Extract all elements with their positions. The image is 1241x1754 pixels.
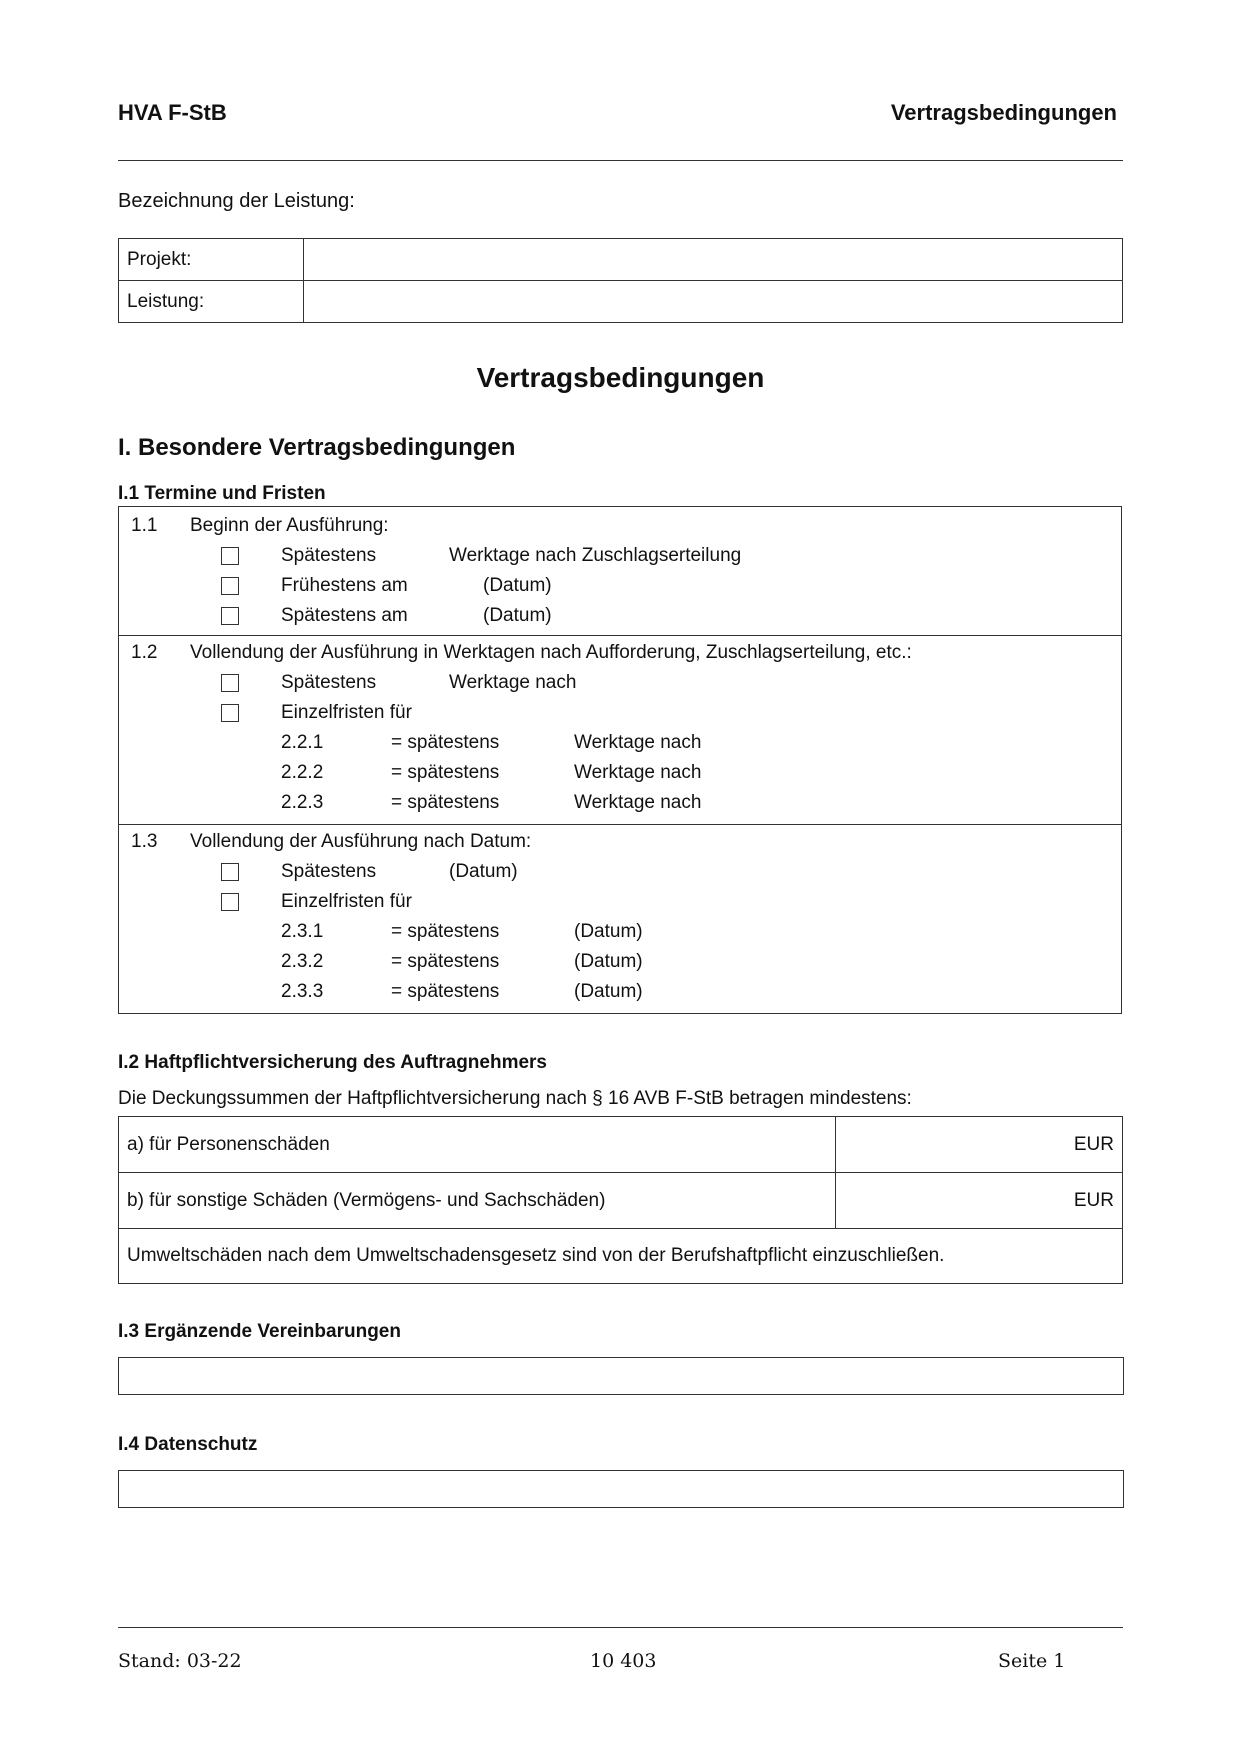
sub-number: 2.3.2: [281, 951, 324, 972]
sub-number: 2.2.2: [281, 762, 324, 783]
sub-mid: = spätestens: [391, 792, 500, 813]
item-number: 1.2: [131, 642, 158, 663]
sub-mid: = spätestens: [391, 951, 500, 972]
footer-code: 10 403: [590, 1650, 657, 1672]
checkbox[interactable]: [221, 607, 239, 625]
option-label: Einzelfristen für: [281, 891, 412, 912]
item-number: 1.1: [131, 515, 158, 536]
bezeichnung-label: Bezeichnung der Leistung:: [118, 190, 355, 212]
project-field[interactable]: [304, 239, 1123, 281]
subsection-heading-haftpflicht: I.2 Haftpflichtversicherung des Auftragnehmers: [118, 1052, 548, 1073]
datenschutz-field[interactable]: [118, 1470, 1124, 1508]
section-heading: I. Besondere Vertragsbedingungen: [118, 434, 516, 461]
checkbox[interactable]: [221, 893, 239, 911]
project-label: Projekt:: [119, 239, 304, 281]
checkbox[interactable]: [221, 704, 239, 722]
option-label: Frühestens am: [281, 575, 408, 596]
sub-mid: = spätestens: [391, 762, 500, 783]
haftpflicht-table: [118, 1116, 1123, 1284]
leistung-label: Leistung:: [119, 281, 304, 323]
option-suffix: (Datum): [483, 575, 552, 596]
sub-mid: = spätestens: [391, 981, 500, 1002]
option-label: Spätestens: [281, 861, 377, 882]
checkbox[interactable]: [221, 577, 239, 595]
termine-item-1-3: [118, 824, 1122, 1014]
subsection-heading-vereinbarungen: I.3 Ergänzende Vereinbarungen: [118, 1321, 401, 1342]
header-divider: [118, 160, 1123, 161]
checkbox[interactable]: [221, 863, 239, 881]
sub-number: 2.3.3: [281, 981, 324, 1002]
table-row: [119, 1173, 1123, 1229]
coverage-amount-field[interactable]: EUR: [836, 1117, 1123, 1173]
footer-page: Seite 1: [998, 1650, 1066, 1672]
page-title: Vertragsbedingungen: [476, 362, 765, 393]
sub-number: 2.2.1: [281, 732, 324, 753]
option-label: Spätestens: [281, 545, 377, 566]
header-right: Vertragsbedingungen: [890, 100, 1117, 125]
subsection-heading-datenschutz: I.4 Datenschutz: [118, 1434, 258, 1455]
item-text: Vollendung der Ausführung in Werktagen nach Aufforderung, Zuschlagserteilung, etc.:: [190, 642, 912, 663]
checkbox[interactable]: [221, 547, 239, 565]
sub-suffix: (Datum): [574, 981, 643, 1002]
table-row: [119, 1117, 1123, 1173]
haftpflicht-intro: Die Deckungssummen der Haftpflichtversicherung nach § 16 AVB F-StB betragen mindestens:: [118, 1088, 912, 1109]
option-suffix: (Datum): [449, 861, 518, 882]
checkbox[interactable]: [221, 674, 239, 692]
sub-suffix: Werktage nach: [574, 732, 702, 753]
item-text: Beginn der Ausführung:: [190, 515, 389, 536]
sub-number: 2.2.3: [281, 792, 324, 813]
sub-suffix: Werktage nach: [574, 762, 702, 783]
termine-item-1-1: [118, 506, 1122, 636]
item-number: 1.3: [131, 831, 158, 852]
option-suffix: Werktage nach Zuschlagserteilung: [449, 545, 742, 566]
sub-number: 2.3.1: [281, 921, 324, 942]
table-row: [119, 281, 1123, 323]
sub-suffix: (Datum): [574, 921, 643, 942]
option-suffix: Werktage nach: [449, 672, 577, 693]
sub-mid: = spätestens: [391, 732, 500, 753]
coverage-label: b) für sonstige Schäden (Vermögens- und Sachschäden): [119, 1173, 836, 1229]
sub-mid: = spätestens: [391, 921, 500, 942]
coverage-amount-field[interactable]: EUR: [836, 1173, 1123, 1229]
footer-divider: [118, 1627, 1123, 1628]
footer-stand: Stand: 03-22: [118, 1650, 242, 1672]
sub-suffix: Werktage nach: [574, 792, 702, 813]
umweltschaden-note: Umweltschäden nach dem Umweltschadensgesetz sind von der Berufshaftpflicht einzuschließen.: [119, 1229, 1123, 1284]
termine-item-1-2: [118, 635, 1122, 825]
leistung-field[interactable]: [304, 281, 1123, 323]
sub-suffix: (Datum): [574, 951, 643, 972]
vereinbarungen-field[interactable]: [118, 1357, 1124, 1395]
header-left: HVA F-StB: [118, 100, 227, 125]
option-label: Einzelfristen für: [281, 702, 412, 723]
item-text: Vollendung der Ausführung nach Datum:: [190, 831, 532, 852]
option-label: Spätestens: [281, 672, 377, 693]
project-table: [118, 238, 1123, 323]
table-row: [119, 1229, 1123, 1284]
option-suffix: (Datum): [483, 605, 552, 626]
subsection-heading-termine: I.1 Termine und Fristen: [118, 483, 326, 504]
option-label: Spätestens am: [281, 605, 408, 626]
table-row: [119, 239, 1123, 281]
coverage-label: a) für Personenschäden: [119, 1117, 836, 1173]
